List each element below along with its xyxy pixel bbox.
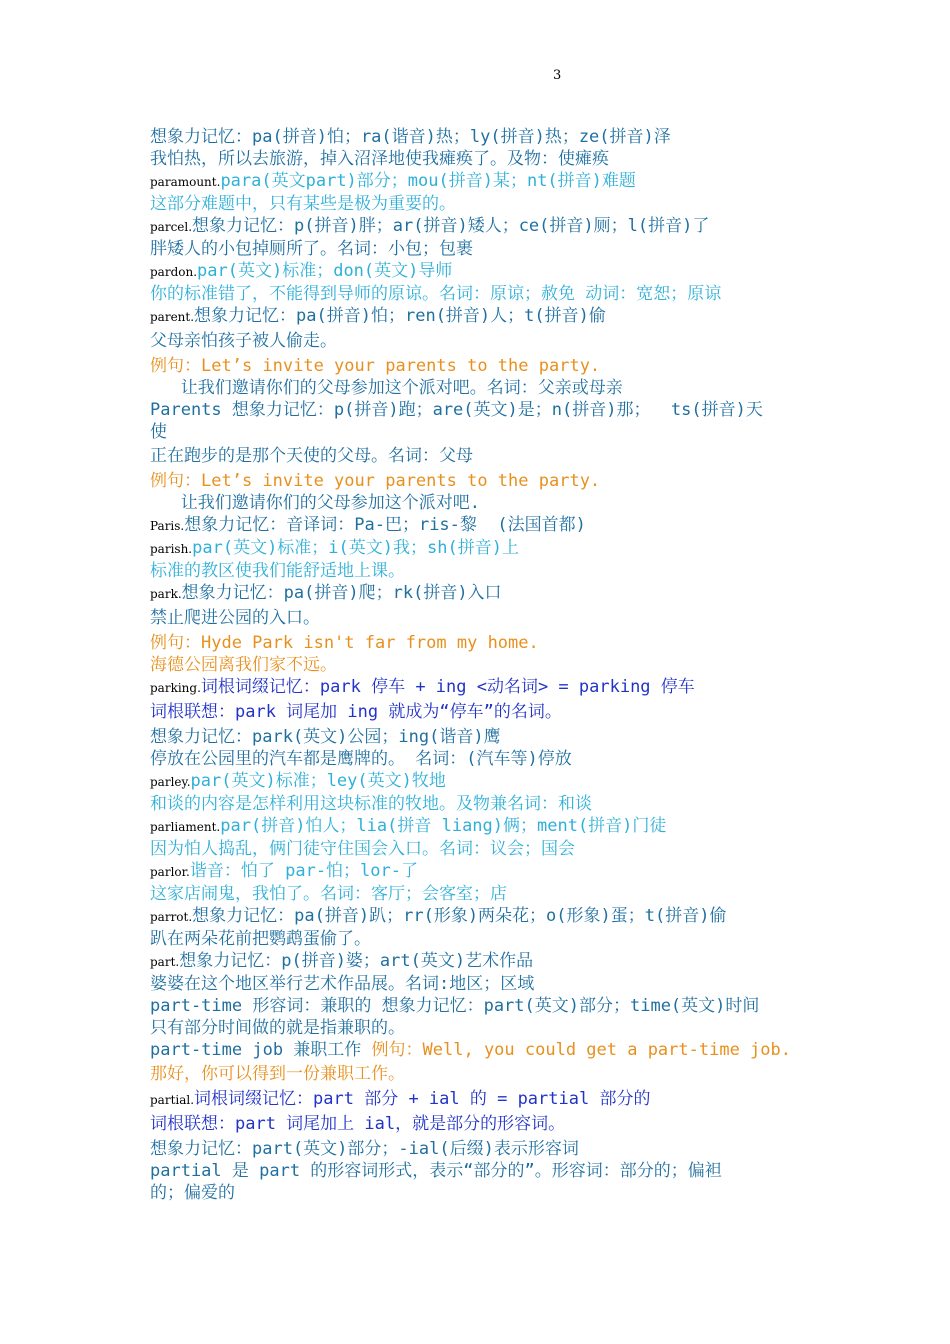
text-line <box>150 148 810 170</box>
line-segment: Parents 想象力记忆：p(拼音)跑；are(英文)是；n(拼音)那； ts(拼音)天 <box>150 400 763 420</box>
line-segment: 例句：Hyde Park isn't far from my home. <box>150 633 539 653</box>
text-line <box>150 793 810 815</box>
page-number: 3 <box>553 68 562 83</box>
line-segment: 禁止爬进公园的入口。 <box>150 608 320 628</box>
text-line <box>150 470 810 492</box>
text-line <box>150 950 810 973</box>
text-line <box>150 399 810 421</box>
text-line <box>150 1017 810 1039</box>
line-segment: 我怕热，所以去旅游，掉入沼泽地使我瘫痪了。及物：使瘫痪 <box>150 149 609 169</box>
line-segment: 词根联想：part 词尾加上 ial，就是部分的形容词。 <box>150 1114 566 1134</box>
line-segment: 例句：Let’s invite your parents to the party. <box>150 471 601 491</box>
line-segment: 和谈的内容是怎样利用这块标准的牧地。及物兼名词：和谈 <box>150 794 592 814</box>
line-segment: 趴在两朵花前把鹦鹉蛋偷了。 <box>150 929 371 949</box>
text-line <box>150 973 810 995</box>
line-segment: 那好，你可以得到一份兼职工作。 <box>150 1064 405 1084</box>
line-segment: 的；偏爱的 <box>150 1183 235 1203</box>
line-segment: par(英文)标准；don(英文)导师 <box>197 261 453 281</box>
text-line <box>150 905 810 928</box>
headword: Paris. <box>150 519 185 533</box>
headword: parliament. <box>150 820 221 834</box>
headword: parley. <box>150 775 191 789</box>
line-segment: 让我们邀请你们的父母参加这个派对吧。名词：父亲或母亲 <box>150 378 623 398</box>
text-line <box>150 1160 810 1182</box>
line-segment: 词根联想：park 词尾加 ing 就成为“停车”的名词。 <box>150 702 562 722</box>
line-segment: 父母亲怕孩子被人偷走。 <box>150 331 337 351</box>
line-segment: part-time job 兼职工作 <box>150 1040 372 1060</box>
line-segment: 想象力记忆：pa(拼音)趴；rr(形象)两朵花；o(形象)蛋；t(拼音)偷 <box>192 906 727 926</box>
headword: partial. <box>150 1093 195 1107</box>
text-line <box>150 632 810 654</box>
text-line <box>150 537 810 560</box>
line-segment: 想象力记忆：part(英文)部分；-ial(后缀)表示形容词 <box>150 1139 579 1159</box>
headword: part. <box>150 955 180 969</box>
line-segment: par(拼音)怕人；lia(拼音 liang)俩；ment(拼音)门徒 <box>220 816 667 836</box>
headword: park. <box>150 587 182 601</box>
line-segment: part-time 形容词：兼职的 想象力记忆：part(英文)部分；time(英文)时间 <box>150 996 760 1016</box>
line-segment: 想象力记忆：p(拼音)胖；ar(拼音)矮人；ce(拼音)厕；l(拼音)了 <box>192 216 710 236</box>
line-segment: 想象力记忆：pa(拼音)怕；ren(拼音)人；t(拼音)偷 <box>194 306 606 326</box>
line-segment: 胖矮人的小包掉厕所了。名词：小包；包裹 <box>150 239 473 259</box>
text-line <box>150 215 810 238</box>
line-segment: 想象力记忆：音译词：Pa-巴；ris-黎 (法国首都) <box>184 515 586 535</box>
text-line <box>150 1138 810 1160</box>
line-segment: 这部分难题中，只有某些是极为重要的。 <box>150 194 456 214</box>
text-line <box>150 421 810 443</box>
line-segment: 使 <box>150 422 167 442</box>
line-segment: 婆婆在这个地区举行艺术作品展。名词:地区；区域 <box>150 974 535 994</box>
line-segment: 例句：Let’s invite your parents to the party. <box>150 356 601 376</box>
text-line <box>150 1088 810 1111</box>
text-line <box>150 1063 810 1085</box>
text-line <box>150 654 810 676</box>
text-line <box>150 560 810 582</box>
text-line <box>150 838 810 860</box>
text-line <box>150 726 810 748</box>
line-segment: 词根词缀记忆：park 停车 + ing <动名词> = parking 停车 <box>200 677 695 697</box>
line-segment: par(英文)标准；i(英文)我；sh(拼音)上 <box>192 538 519 558</box>
text-line <box>150 514 810 537</box>
text-line <box>150 995 810 1017</box>
line-segment: 词根词缀记忆：part 部分 + ial 的 = partial 部分的 <box>194 1089 651 1109</box>
line-segment: par(英文)标准；ley(英文)牧地 <box>190 771 446 791</box>
text-line <box>150 238 810 260</box>
text-line <box>150 445 810 467</box>
text-line <box>150 170 810 193</box>
document-body <box>150 126 810 1204</box>
line-segment: 让我们邀请你们的父母参加这个派对吧. <box>150 493 480 513</box>
line-segment: partial 是 part 的形容词形式，表示“部分的”。形容词：部分的；偏袒 <box>150 1161 722 1181</box>
text-line <box>150 582 810 605</box>
line-segment: 停放在公园里的汽车都是鹰牌的。 名词：(汽车等)停放 <box>150 749 572 769</box>
headword: pardon. <box>150 265 198 279</box>
text-line <box>150 883 810 905</box>
text-line <box>150 1039 810 1061</box>
text-line <box>150 860 810 883</box>
line-segment: 想象力记忆：pa(拼音)怕；ra(谐音)热；ly(拼音)热；ze(拼音)泽 <box>150 127 671 147</box>
text-line <box>150 1113 810 1135</box>
headword: parish. <box>150 542 193 556</box>
text-line <box>150 701 810 723</box>
line-segment: 正在跑步的是那个天使的父母。名词：父母 <box>150 446 473 466</box>
text-line <box>150 377 810 399</box>
text-line <box>150 126 810 148</box>
line-segment: 这家店闹鬼，我怕了。名词：客厅；会客室；店 <box>150 884 507 904</box>
line-segment: 只有部分时间做的就是指兼职的。 <box>150 1018 405 1038</box>
headword: parcel. <box>150 220 193 234</box>
text-line <box>150 748 810 770</box>
line-segment: 想象力记忆：pa(拼音)爬；rk(拼音)入口 <box>181 583 502 603</box>
text-line <box>150 193 810 215</box>
line-segment: 标准的教区使我们能舒适地上课。 <box>150 561 405 581</box>
line-segment: 因为怕人捣乱，俩门徒守住国会入口。名词：议会；国会 <box>150 839 575 859</box>
line-segment: 海德公园离我们家不远。 <box>150 655 337 675</box>
text-line <box>150 283 810 305</box>
headword: parrot. <box>150 910 193 924</box>
text-line <box>150 928 810 950</box>
line-segment: 想象力记忆：park(英文)公园；ing(谐音)鹰 <box>150 727 501 747</box>
line-segment: 例句：Well, you could get a part-time job. <box>371 1040 791 1060</box>
line-segment: 你的标准错了，不能得到导师的原谅。名词：原谅；赦免 动词：宽恕；原谅 <box>150 284 722 304</box>
text-line <box>150 676 810 699</box>
line-segment: para(英文part)部分；mou(拼音)某；nt(拼音)难题 <box>220 171 636 191</box>
text-line <box>150 1182 810 1204</box>
text-line <box>150 355 810 377</box>
headword: parking. <box>150 681 201 695</box>
text-line <box>150 305 810 328</box>
line-segment: 谐音：怕了 par-怕；lor-了 <box>189 861 418 881</box>
headword: parlor. <box>150 865 190 879</box>
text-line <box>150 770 810 793</box>
headword: paramount. <box>150 175 221 189</box>
headword: parent. <box>150 310 195 324</box>
line-segment: 想象力记忆：p(拼音)婆；art(英文)艺术作品 <box>179 951 534 971</box>
text-line <box>150 492 810 514</box>
text-line <box>150 815 810 838</box>
text-line <box>150 330 810 352</box>
text-line <box>150 607 810 629</box>
text-line <box>150 260 810 283</box>
